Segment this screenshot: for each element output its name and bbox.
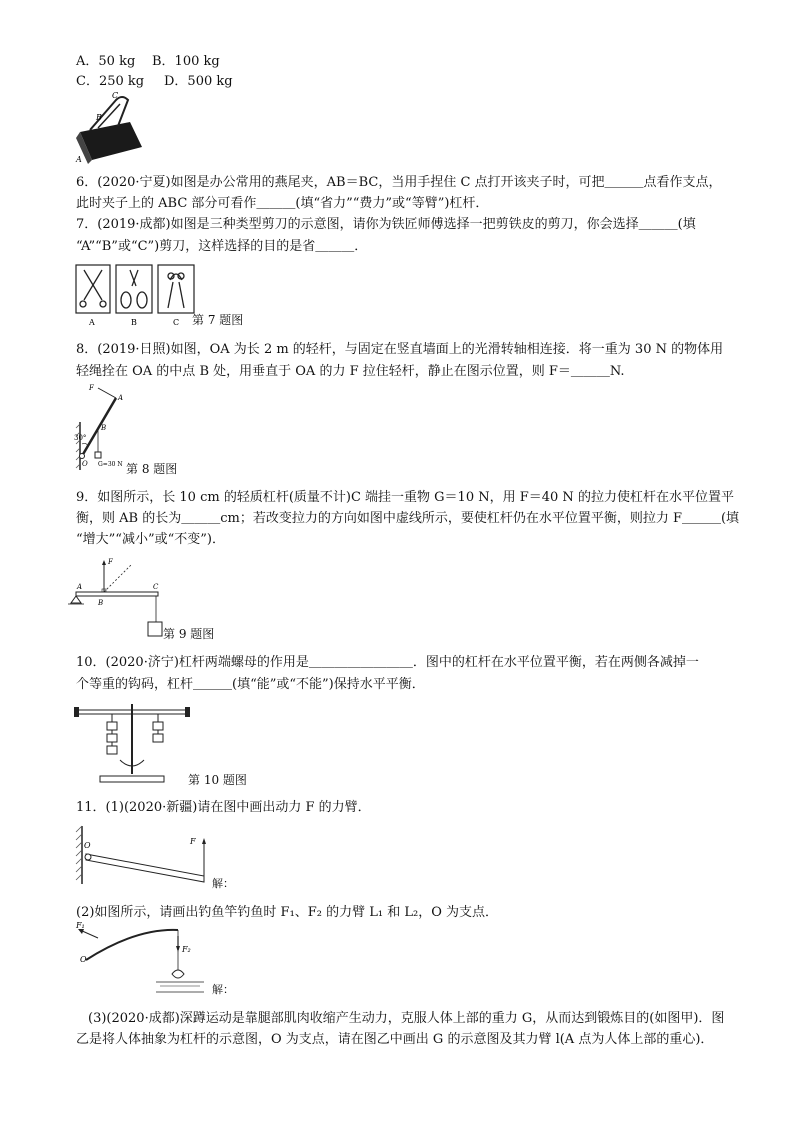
q9-line3: “增大”“减小”或“不变”)． [76,532,225,547]
q9-caption: 第 9 题图 [163,627,215,641]
q10-line2: 个等重的钩码，杠杆＿＿＿(填“能”或“不能”)保持水平平衡． [76,677,425,692]
q9-line2: 衡，则 AB 的长为＿＿＿cm；若改变拉力的方向如图中虚线所示，要使杠杆仍在水平位置平衡，则拉力 F＿＿＿(填 [76,511,740,526]
fig5-label-b: B [96,113,102,122]
q8-figure [74,382,154,472]
option-d: D．500 kg [164,74,233,89]
option-b: B．100 kg [152,54,220,69]
q9-label-b: B [98,599,104,607]
q11-part3-line1: (3)(2020·成都)深蹲运动是靠腿部肌肉收缩产生动力，克服人体上部的重力 G，从而达到锻炼目的(如图甲)．图 [88,1011,725,1026]
scissors-a-icon [80,270,106,307]
answer-label-1: 解： [212,877,234,890]
q11-fig1-label-o: O [84,841,91,850]
lever-balance-figure [74,702,190,786]
q8-label-b: B [101,424,107,432]
q6-line2: 此时夹子上的 ABC 部分可看作＿＿＿(填“省力”“费力”或“等臂”)杠杆． [76,196,489,211]
scissors-c-icon [168,273,184,308]
option-c: C．250 kg [76,74,145,89]
q8-line1: 8．(2019·日照)如图，OA 为长 2 m 的轻杆，与固定在竖直墙面上的光滑转轴相连接．将一重为 30 N 的物体用 [76,342,724,357]
scissors-label-c: C [173,318,180,327]
fishing-rod-figure [76,921,216,996]
q9-figure [68,556,168,640]
scissors-label-b: B [131,318,137,327]
scissors-b-icon [121,270,147,308]
q11-fig2-label-o: O [80,955,87,964]
q8-label-a: A [118,394,124,402]
q9-label-a: A [77,583,83,591]
fig5-label-c: C [112,91,119,100]
option-a: A．50 kg [76,54,136,69]
q7-line2: “A”“B”或“C”)剪刀，这样选择的目的是省＿＿＿． [76,239,368,254]
q10-caption: 第 10 题图 [188,773,247,787]
q8-label-g: G=30 N [98,461,123,468]
q7-line1: 7．(2019·成都)如图是三种类型剪刀的示意图，请你为铁匠师傅选择一把剪铁皮的剪刀，你会选择＿＿＿(填 [76,217,696,232]
q11-fig1-label-f: F [190,837,196,846]
q7-caption: 第 7 题图 [192,313,244,327]
q11-part1: 11．(1)(2020·新疆)请在图中画出动力 F 的力臂． [76,800,371,815]
q10-line1: 10．(2020·济宁)杠杆两端螺母的作用是＿＿＿＿＿＿＿＿．图中的杠杆在水平位置平衡，若在两侧各减掉一 [76,655,699,670]
q11-fig2-label-f1: F₁ [76,921,85,930]
q8-label-angle: 30° [74,434,87,442]
q9-line1: 9．如图所示，长 10 cm 的轻质杠杆(质量不计)C 端挂一重物 G＝10 N，用 F＝40 N 的拉力使杠杆在水平位置平 [76,490,734,505]
q11-part2: (2)如图所示，请画出钓鱼竿钓鱼时 F₁、F₂ 的力臂 L₁ 和 L₂，O 为支点． [76,905,499,920]
q6-line1: 6．(2020·宁夏)如图是办公常用的燕尾夹，AB＝BC，当用手捏住 C 点打开该夹子时，可把＿＿＿点看作支点， [76,175,722,190]
q11-part3-line2: 乙是将人体抽象为杠杆的示意图，O 为支点，请在图乙中画出 G 的示意图及其力臂 l(A 点为人体上部的重心)． [76,1032,714,1047]
q8-caption: 第 8 题图 [126,462,178,476]
scissors-figure [74,262,196,328]
q9-label-c: C [153,583,159,591]
binder-clip-figure [70,92,150,167]
q8-label-o: O [82,460,88,468]
q9-label-f: F [108,558,113,566]
q11-fig2-label-f2: F₂ [182,945,191,954]
fig5-label-a: A [76,155,82,164]
q8-line2: 轻绳拴在 OA 的中点 B 处，用垂直于 OA 的力 F 拉住轻杆，静止在图示位置，则 F＝＿＿＿N. [76,364,625,379]
answer-label-2: 解： [212,983,234,996]
scissors-label-a: A [89,318,95,327]
q8-label-f: F [89,384,94,392]
q11-fig1 [72,826,212,886]
